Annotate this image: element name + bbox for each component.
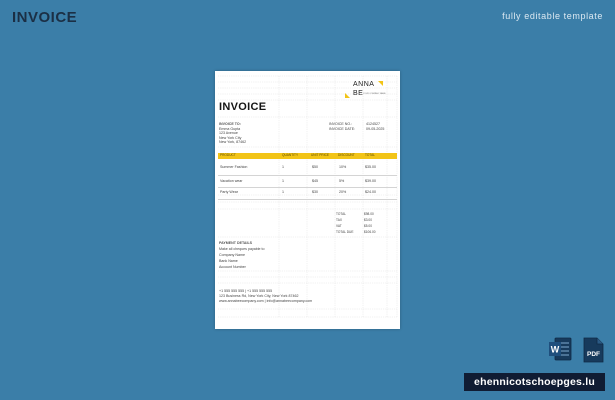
row-divider [218, 199, 397, 200]
footer-web: www.annabeecompany.com | info@annabeecompany.com [219, 299, 313, 303]
invoice-sheet [215, 71, 400, 329]
cell-price: $30 [312, 190, 318, 194]
total-label: TOTAL [336, 212, 346, 216]
row-divider [218, 187, 397, 188]
invoice-title: INVOICE [219, 101, 267, 113]
bill-to-street: 123 Avenue [219, 131, 238, 135]
col-total: TOTAL [365, 153, 375, 158]
cell-discount: 10% [339, 165, 347, 169]
pdf-label: PDF [587, 351, 600, 358]
brand-watermark: ehennicotschoepges.lu [464, 373, 605, 391]
cell-product: Summer Fashion [220, 165, 248, 169]
cell-qty: 1 [282, 165, 284, 169]
invoice-no-value: 4124527 [366, 122, 380, 126]
cell-product: Party Wear [220, 190, 238, 194]
col-discount: DISCOUNT [338, 153, 355, 158]
payment-line: Company Name [219, 253, 245, 257]
word-file-icon[interactable] [548, 337, 573, 363]
cell-qty: 1 [282, 190, 284, 194]
cell-product: Vacation wear [220, 179, 243, 183]
cell-discount: 5% [339, 179, 345, 183]
footer-phone: +1 555 555 555 | +1 555 555 555 [219, 289, 273, 293]
vat-label: VAT [336, 224, 342, 228]
bill-to-name: Emma Gupta [219, 126, 241, 131]
total-due-value: $106.00 [364, 230, 376, 234]
total-value: $98.00 [364, 212, 374, 216]
tax-value: $3.00 [364, 218, 372, 222]
cell-qty: 1 [282, 179, 284, 183]
items-table-header [218, 153, 397, 159]
invoice-date-value: 09-05-2025 [366, 126, 385, 131]
cell-total: $35.00 [365, 165, 376, 169]
cell-price: $50 [312, 165, 318, 169]
page-subtitle: fully editable template [502, 11, 603, 21]
cell-total: $24.00 [365, 190, 376, 194]
col-quantity: QUANTITY [282, 153, 299, 158]
total-due-label: TOTAL DUE [336, 230, 354, 234]
payment-line: Bank Name [219, 259, 238, 263]
bill-to-city: New York City [219, 135, 242, 140]
vat-value: $5.00 [364, 224, 372, 228]
logo-triangle-top [378, 81, 383, 86]
logo-tagline: YOUR COMPANY NAME [363, 93, 386, 95]
invoice-date-label: INVOICE DATE: [329, 126, 356, 131]
payment-heading: PAYMENT DETAILS [219, 241, 253, 245]
cell-total: $39.00 [365, 179, 376, 183]
pdf-file-icon[interactable] [581, 337, 605, 363]
logo-text-line2: BE [353, 90, 364, 97]
cell-price: $45 [312, 179, 318, 183]
svg-text:W: W [550, 344, 560, 355]
bill-to-label: INVOICE TO: [219, 122, 241, 126]
company-logo [344, 80, 388, 100]
payment-line: Make all cheques payable to [219, 247, 265, 251]
page-title: INVOICE [12, 9, 78, 26]
logo-text-line1: ANNA [353, 81, 375, 88]
cell-discount: 20% [339, 190, 347, 194]
invoice-no-label: INVOICE NO.: [329, 122, 353, 126]
col-unit-price: UNIT PRICE [311, 153, 330, 158]
col-product: PRODUCT [220, 153, 236, 158]
footer-address: 123 Business Rd, New York City, New York 87462 [219, 294, 299, 298]
row-divider [218, 175, 397, 176]
tax-label: TAX [336, 218, 342, 222]
payment-line: Account Number [219, 265, 246, 269]
bill-to-state: New York, 87462 [219, 140, 247, 144]
logo-triangle-bottom [345, 93, 350, 98]
